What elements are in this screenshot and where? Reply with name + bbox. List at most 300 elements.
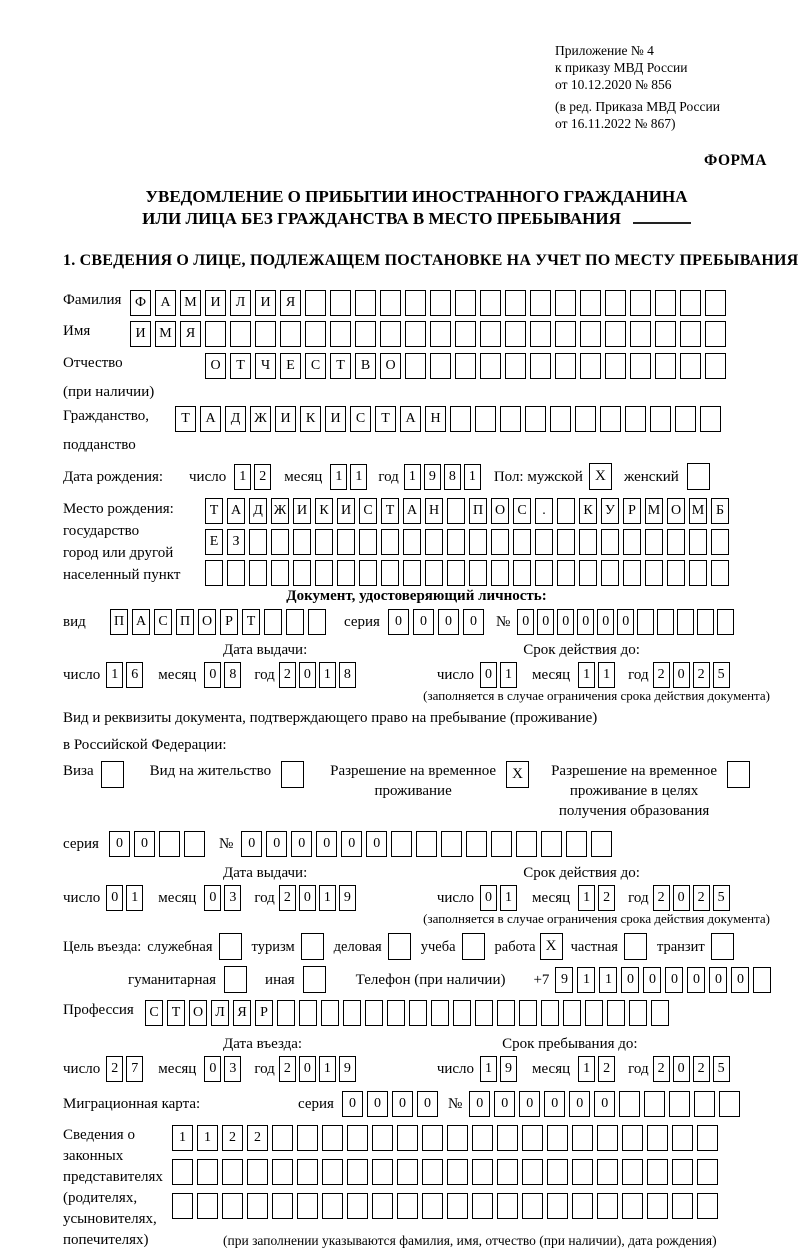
char-cell[interactable]: 2	[693, 1056, 710, 1082]
char-cell[interactable]: 1	[319, 885, 336, 911]
char-cell[interactable]	[630, 321, 651, 347]
char-cell[interactable]: Б	[711, 498, 729, 524]
char-cell[interactable]: 9	[339, 1056, 356, 1082]
char-cell[interactable]	[305, 321, 326, 347]
char-cell[interactable]	[455, 290, 476, 316]
char-cell[interactable]: 8	[444, 464, 461, 490]
char-cell[interactable]	[650, 406, 671, 432]
char-cell[interactable]	[293, 560, 311, 586]
char-cell[interactable]	[472, 1125, 493, 1151]
char-cell[interactable]	[422, 1159, 443, 1185]
char-cell[interactable]	[605, 321, 626, 347]
char-cell[interactable]: 0	[469, 1091, 490, 1117]
char-cell[interactable]	[472, 1159, 493, 1185]
char-cell[interactable]	[381, 529, 399, 555]
checkbox-visa[interactable]	[101, 761, 124, 788]
char-cell[interactable]	[491, 529, 509, 555]
checkbox-female[interactable]	[687, 463, 710, 490]
char-cell[interactable]: И	[293, 498, 311, 524]
char-cell[interactable]	[530, 290, 551, 316]
char-cell[interactable]: О	[380, 353, 401, 379]
char-cell[interactable]	[637, 609, 654, 635]
char-cell[interactable]	[330, 321, 351, 347]
char-cell[interactable]	[622, 1193, 643, 1219]
char-cell[interactable]: 1	[404, 464, 421, 490]
char-cell[interactable]	[623, 560, 641, 586]
checkbox-rvp-education[interactable]	[727, 761, 750, 788]
checkbox-purpose-private[interactable]	[624, 933, 647, 960]
char-cell[interactable]	[580, 321, 601, 347]
char-cell[interactable]: 1	[197, 1125, 218, 1151]
char-cell[interactable]	[711, 560, 729, 586]
char-cell[interactable]: Д	[249, 498, 267, 524]
char-cell[interactable]	[380, 290, 401, 316]
checkbox-purpose-work[interactable]: X	[540, 933, 563, 960]
char-cell[interactable]	[347, 1159, 368, 1185]
char-cell[interactable]: И	[275, 406, 296, 432]
char-cell[interactable]: О	[189, 1000, 207, 1026]
char-cell[interactable]	[271, 560, 289, 586]
char-cell[interactable]	[601, 560, 619, 586]
char-cell[interactable]	[297, 1193, 318, 1219]
char-cell[interactable]	[480, 321, 501, 347]
char-cell[interactable]: 2	[653, 885, 670, 911]
char-cell[interactable]	[315, 529, 333, 555]
char-cell[interactable]: И	[325, 406, 346, 432]
char-cell[interactable]: 1	[500, 885, 517, 911]
char-cell[interactable]: 0	[643, 967, 661, 993]
char-cell[interactable]: Р	[220, 609, 238, 635]
char-cell[interactable]: М	[689, 498, 707, 524]
char-cell[interactable]: Т	[167, 1000, 185, 1026]
char-cell[interactable]	[365, 1000, 383, 1026]
char-cell[interactable]	[572, 1193, 593, 1219]
char-cell[interactable]: А	[227, 498, 245, 524]
char-cell[interactable]: 0	[241, 831, 262, 857]
char-cell[interactable]: И	[130, 321, 151, 347]
char-cell[interactable]	[572, 1159, 593, 1185]
char-cell[interactable]	[330, 290, 351, 316]
char-cell[interactable]	[264, 609, 282, 635]
char-cell[interactable]: 0	[480, 885, 497, 911]
char-cell[interactable]	[753, 967, 771, 993]
char-cell[interactable]: Ч	[255, 353, 276, 379]
char-cell[interactable]: 0	[438, 609, 459, 635]
char-cell[interactable]	[672, 1159, 693, 1185]
char-cell[interactable]	[689, 529, 707, 555]
char-cell[interactable]	[322, 1125, 343, 1151]
char-cell[interactable]	[625, 406, 646, 432]
char-cell[interactable]	[299, 1000, 317, 1026]
char-cell[interactable]	[651, 1000, 669, 1026]
char-cell[interactable]	[472, 1193, 493, 1219]
char-cell[interactable]: 1	[350, 464, 367, 490]
char-cell[interactable]: А	[400, 406, 421, 432]
char-cell[interactable]	[535, 560, 553, 586]
char-cell[interactable]: 1	[480, 1056, 497, 1082]
char-cell[interactable]	[430, 290, 451, 316]
char-cell[interactable]	[572, 1125, 593, 1151]
checkbox-purpose-transit[interactable]	[711, 933, 734, 960]
char-cell[interactable]	[500, 406, 521, 432]
char-cell[interactable]: 0	[299, 1056, 316, 1082]
char-cell[interactable]: 0	[316, 831, 337, 857]
char-cell[interactable]: 0	[341, 831, 362, 857]
char-cell[interactable]	[497, 1000, 515, 1026]
char-cell[interactable]	[597, 1193, 618, 1219]
char-cell[interactable]	[425, 560, 443, 586]
char-cell[interactable]: Я	[180, 321, 201, 347]
char-cell[interactable]: 0	[594, 1091, 615, 1117]
char-cell[interactable]: С	[145, 1000, 163, 1026]
char-cell[interactable]	[455, 321, 476, 347]
char-cell[interactable]	[645, 560, 663, 586]
char-cell[interactable]	[672, 1125, 693, 1151]
char-cell[interactable]: 0	[494, 1091, 515, 1117]
char-cell[interactable]: В	[355, 353, 376, 379]
char-cell[interactable]: А	[155, 290, 176, 316]
char-cell[interactable]	[535, 529, 553, 555]
char-cell[interactable]	[172, 1193, 193, 1219]
char-cell[interactable]	[230, 321, 251, 347]
char-cell[interactable]: 0	[109, 831, 130, 857]
char-cell[interactable]	[322, 1193, 343, 1219]
char-cell[interactable]: 1	[578, 885, 595, 911]
char-cell[interactable]: 6	[126, 662, 143, 688]
char-cell[interactable]	[159, 831, 180, 857]
char-cell[interactable]	[547, 1193, 568, 1219]
char-cell[interactable]: К	[300, 406, 321, 432]
char-cell[interactable]: 0	[204, 662, 221, 688]
char-cell[interactable]	[397, 1193, 418, 1219]
char-cell[interactable]: 2	[598, 1056, 615, 1082]
char-cell[interactable]: 1	[319, 662, 336, 688]
char-cell[interactable]	[555, 321, 576, 347]
char-cell[interactable]	[522, 1159, 543, 1185]
char-cell[interactable]	[249, 529, 267, 555]
char-cell[interactable]: 0	[367, 1091, 388, 1117]
char-cell[interactable]	[505, 321, 526, 347]
char-cell[interactable]: И	[255, 290, 276, 316]
char-cell[interactable]: Т	[175, 406, 196, 432]
char-cell[interactable]	[466, 831, 487, 857]
char-cell[interactable]: 0	[204, 885, 221, 911]
char-cell[interactable]: 0	[392, 1091, 413, 1117]
char-cell[interactable]	[280, 321, 301, 347]
checkbox-purpose-official[interactable]	[219, 933, 242, 960]
char-cell[interactable]	[430, 321, 451, 347]
char-cell[interactable]: Т	[330, 353, 351, 379]
char-cell[interactable]	[380, 321, 401, 347]
char-cell[interactable]: 0	[569, 1091, 590, 1117]
char-cell[interactable]	[550, 406, 571, 432]
char-cell[interactable]	[205, 560, 223, 586]
char-cell[interactable]	[566, 831, 587, 857]
char-cell[interactable]	[694, 1091, 715, 1117]
char-cell[interactable]: 1	[578, 1056, 595, 1082]
char-cell[interactable]	[222, 1159, 243, 1185]
char-cell[interactable]	[630, 290, 651, 316]
char-cell[interactable]	[422, 1125, 443, 1151]
char-cell[interactable]	[372, 1125, 393, 1151]
checkbox-rvp[interactable]: X	[506, 761, 529, 788]
char-cell[interactable]	[447, 1125, 468, 1151]
char-cell[interactable]: П	[110, 609, 128, 635]
char-cell[interactable]: 2	[279, 1056, 296, 1082]
char-cell[interactable]	[667, 560, 685, 586]
char-cell[interactable]	[422, 1193, 443, 1219]
char-cell[interactable]	[372, 1159, 393, 1185]
char-cell[interactable]: 7	[126, 1056, 143, 1082]
char-cell[interactable]	[497, 1159, 518, 1185]
char-cell[interactable]	[557, 560, 575, 586]
char-cell[interactable]	[491, 560, 509, 586]
char-cell[interactable]	[655, 290, 676, 316]
char-cell[interactable]	[497, 1125, 518, 1151]
char-cell[interactable]	[677, 609, 694, 635]
char-cell[interactable]	[197, 1193, 218, 1219]
char-cell[interactable]: М	[645, 498, 663, 524]
char-cell[interactable]	[355, 290, 376, 316]
char-cell[interactable]: 9	[424, 464, 441, 490]
char-cell[interactable]: 1	[106, 662, 123, 688]
char-cell[interactable]	[272, 1193, 293, 1219]
char-cell[interactable]	[425, 529, 443, 555]
char-cell[interactable]	[697, 609, 714, 635]
char-cell[interactable]	[453, 1000, 471, 1026]
char-cell[interactable]: 1	[598, 662, 615, 688]
checkbox-purpose-humanitarian[interactable]	[224, 966, 247, 993]
char-cell[interactable]	[497, 1193, 518, 1219]
char-cell[interactable]: 1	[330, 464, 347, 490]
char-cell[interactable]: 2	[653, 662, 670, 688]
char-cell[interactable]	[347, 1193, 368, 1219]
char-cell[interactable]	[381, 560, 399, 586]
char-cell[interactable]	[585, 1000, 603, 1026]
char-cell[interactable]: 0	[299, 885, 316, 911]
char-cell[interactable]	[337, 560, 355, 586]
char-cell[interactable]	[622, 1159, 643, 1185]
char-cell[interactable]: Т	[205, 498, 223, 524]
char-cell[interactable]: М	[155, 321, 176, 347]
char-cell[interactable]	[607, 1000, 625, 1026]
char-cell[interactable]	[579, 529, 597, 555]
char-cell[interactable]: 5	[713, 662, 730, 688]
char-cell[interactable]	[647, 1193, 668, 1219]
checkbox-purpose-other[interactable]	[303, 966, 326, 993]
char-cell[interactable]	[530, 321, 551, 347]
char-cell[interactable]	[672, 1193, 693, 1219]
char-cell[interactable]: Ф	[130, 290, 151, 316]
char-cell[interactable]	[669, 1091, 690, 1117]
char-cell[interactable]	[308, 609, 326, 635]
char-cell[interactable]	[667, 529, 685, 555]
char-cell[interactable]	[623, 529, 641, 555]
char-cell[interactable]	[197, 1159, 218, 1185]
char-cell[interactable]	[605, 353, 626, 379]
char-cell[interactable]	[705, 353, 726, 379]
char-cell[interactable]	[247, 1193, 268, 1219]
char-cell[interactable]	[359, 560, 377, 586]
checkbox-purpose-tourism[interactable]	[301, 933, 324, 960]
char-cell[interactable]: 0	[617, 609, 634, 635]
char-cell[interactable]	[447, 498, 465, 524]
char-cell[interactable]: С	[305, 353, 326, 379]
char-cell[interactable]: Ж	[250, 406, 271, 432]
char-cell[interactable]	[397, 1159, 418, 1185]
char-cell[interactable]: 0	[417, 1091, 438, 1117]
char-cell[interactable]	[441, 831, 462, 857]
char-cell[interactable]: 0	[519, 1091, 540, 1117]
char-cell[interactable]: О	[667, 498, 685, 524]
char-cell[interactable]: А	[200, 406, 221, 432]
char-cell[interactable]: 0	[342, 1091, 363, 1117]
char-cell[interactable]	[619, 1091, 640, 1117]
char-cell[interactable]: 2	[279, 885, 296, 911]
char-cell[interactable]	[430, 353, 451, 379]
char-cell[interactable]	[530, 353, 551, 379]
char-cell[interactable]	[271, 529, 289, 555]
char-cell[interactable]	[297, 1159, 318, 1185]
char-cell[interactable]: И	[337, 498, 355, 524]
char-cell[interactable]	[416, 831, 437, 857]
char-cell[interactable]: Я	[280, 290, 301, 316]
char-cell[interactable]: 2	[222, 1125, 243, 1151]
char-cell[interactable]: 1	[599, 967, 617, 993]
char-cell[interactable]: 0	[687, 967, 705, 993]
char-cell[interactable]	[184, 831, 205, 857]
char-cell[interactable]: С	[359, 498, 377, 524]
char-cell[interactable]: 0	[517, 609, 534, 635]
char-cell[interactable]	[555, 353, 576, 379]
char-cell[interactable]: 0	[134, 831, 155, 857]
char-cell[interactable]	[286, 609, 304, 635]
checkbox-purpose-business[interactable]	[388, 933, 411, 960]
char-cell[interactable]	[359, 529, 377, 555]
char-cell[interactable]: 9	[339, 885, 356, 911]
char-cell[interactable]: 0	[557, 609, 574, 635]
char-cell[interactable]: А	[403, 498, 421, 524]
char-cell[interactable]	[522, 1125, 543, 1151]
char-cell[interactable]	[655, 353, 676, 379]
char-cell[interactable]	[541, 831, 562, 857]
char-cell[interactable]	[403, 560, 421, 586]
char-cell[interactable]	[575, 406, 596, 432]
char-cell[interactable]	[605, 290, 626, 316]
char-cell[interactable]: 5	[713, 885, 730, 911]
char-cell[interactable]: Ж	[271, 498, 289, 524]
char-cell[interactable]	[547, 1125, 568, 1151]
char-cell[interactable]: 2	[693, 662, 710, 688]
char-cell[interactable]	[644, 1091, 665, 1117]
char-cell[interactable]: 1	[172, 1125, 193, 1151]
char-cell[interactable]: 2	[653, 1056, 670, 1082]
char-cell[interactable]: Т	[230, 353, 251, 379]
char-cell[interactable]: К	[579, 498, 597, 524]
char-cell[interactable]	[505, 290, 526, 316]
char-cell[interactable]: Л	[211, 1000, 229, 1026]
char-cell[interactable]	[475, 1000, 493, 1026]
char-cell[interactable]: 8	[224, 662, 241, 688]
char-cell[interactable]: .	[535, 498, 553, 524]
char-cell[interactable]	[680, 321, 701, 347]
char-cell[interactable]	[322, 1159, 343, 1185]
char-cell[interactable]: 0	[621, 967, 639, 993]
char-cell[interactable]: О	[198, 609, 216, 635]
char-cell[interactable]: 1	[234, 464, 251, 490]
char-cell[interactable]: 0	[537, 609, 554, 635]
char-cell[interactable]	[172, 1159, 193, 1185]
char-cell[interactable]	[480, 353, 501, 379]
char-cell[interactable]	[557, 529, 575, 555]
char-cell[interactable]	[372, 1193, 393, 1219]
char-cell[interactable]	[655, 321, 676, 347]
char-cell[interactable]: 1	[464, 464, 481, 490]
char-cell[interactable]: Е	[280, 353, 301, 379]
char-cell[interactable]: Д	[225, 406, 246, 432]
char-cell[interactable]	[697, 1193, 718, 1219]
char-cell[interactable]: О	[205, 353, 226, 379]
char-cell[interactable]	[447, 560, 465, 586]
char-cell[interactable]	[293, 529, 311, 555]
char-cell[interactable]: 0	[106, 885, 123, 911]
char-cell[interactable]: 3	[224, 1056, 241, 1082]
char-cell[interactable]	[347, 1125, 368, 1151]
char-cell[interactable]: 0	[673, 885, 690, 911]
char-cell[interactable]	[629, 1000, 647, 1026]
char-cell[interactable]: 0	[673, 1056, 690, 1082]
char-cell[interactable]: Т	[381, 498, 399, 524]
char-cell[interactable]	[645, 529, 663, 555]
char-cell[interactable]	[469, 529, 487, 555]
char-cell[interactable]	[277, 1000, 295, 1026]
char-cell[interactable]	[513, 529, 531, 555]
char-cell[interactable]: Р	[255, 1000, 273, 1026]
char-cell[interactable]	[403, 529, 421, 555]
char-cell[interactable]	[580, 290, 601, 316]
char-cell[interactable]	[387, 1000, 405, 1026]
char-cell[interactable]: 0	[388, 609, 409, 635]
char-cell[interactable]	[705, 290, 726, 316]
char-cell[interactable]: С	[350, 406, 371, 432]
char-cell[interactable]: Т	[242, 609, 260, 635]
char-cell[interactable]: 2	[279, 662, 296, 688]
char-cell[interactable]: 2	[693, 885, 710, 911]
char-cell[interactable]	[522, 1193, 543, 1219]
char-cell[interactable]	[222, 1193, 243, 1219]
char-cell[interactable]: 1	[577, 967, 595, 993]
char-cell[interactable]: Я	[233, 1000, 251, 1026]
char-cell[interactable]: Н	[425, 406, 446, 432]
char-cell[interactable]: 2	[254, 464, 271, 490]
char-cell[interactable]	[689, 560, 707, 586]
char-cell[interactable]: Р	[623, 498, 641, 524]
char-cell[interactable]: 1	[500, 662, 517, 688]
char-cell[interactable]: 0	[204, 1056, 221, 1082]
char-cell[interactable]: О	[491, 498, 509, 524]
char-cell[interactable]: У	[601, 498, 619, 524]
char-cell[interactable]	[475, 406, 496, 432]
char-cell[interactable]	[491, 831, 512, 857]
char-cell[interactable]	[657, 609, 674, 635]
char-cell[interactable]	[272, 1159, 293, 1185]
char-cell[interactable]: Е	[205, 529, 223, 555]
char-cell[interactable]	[321, 1000, 339, 1026]
char-cell[interactable]	[705, 321, 726, 347]
char-cell[interactable]	[719, 1091, 740, 1117]
char-cell[interactable]	[355, 321, 376, 347]
char-cell[interactable]: П	[469, 498, 487, 524]
